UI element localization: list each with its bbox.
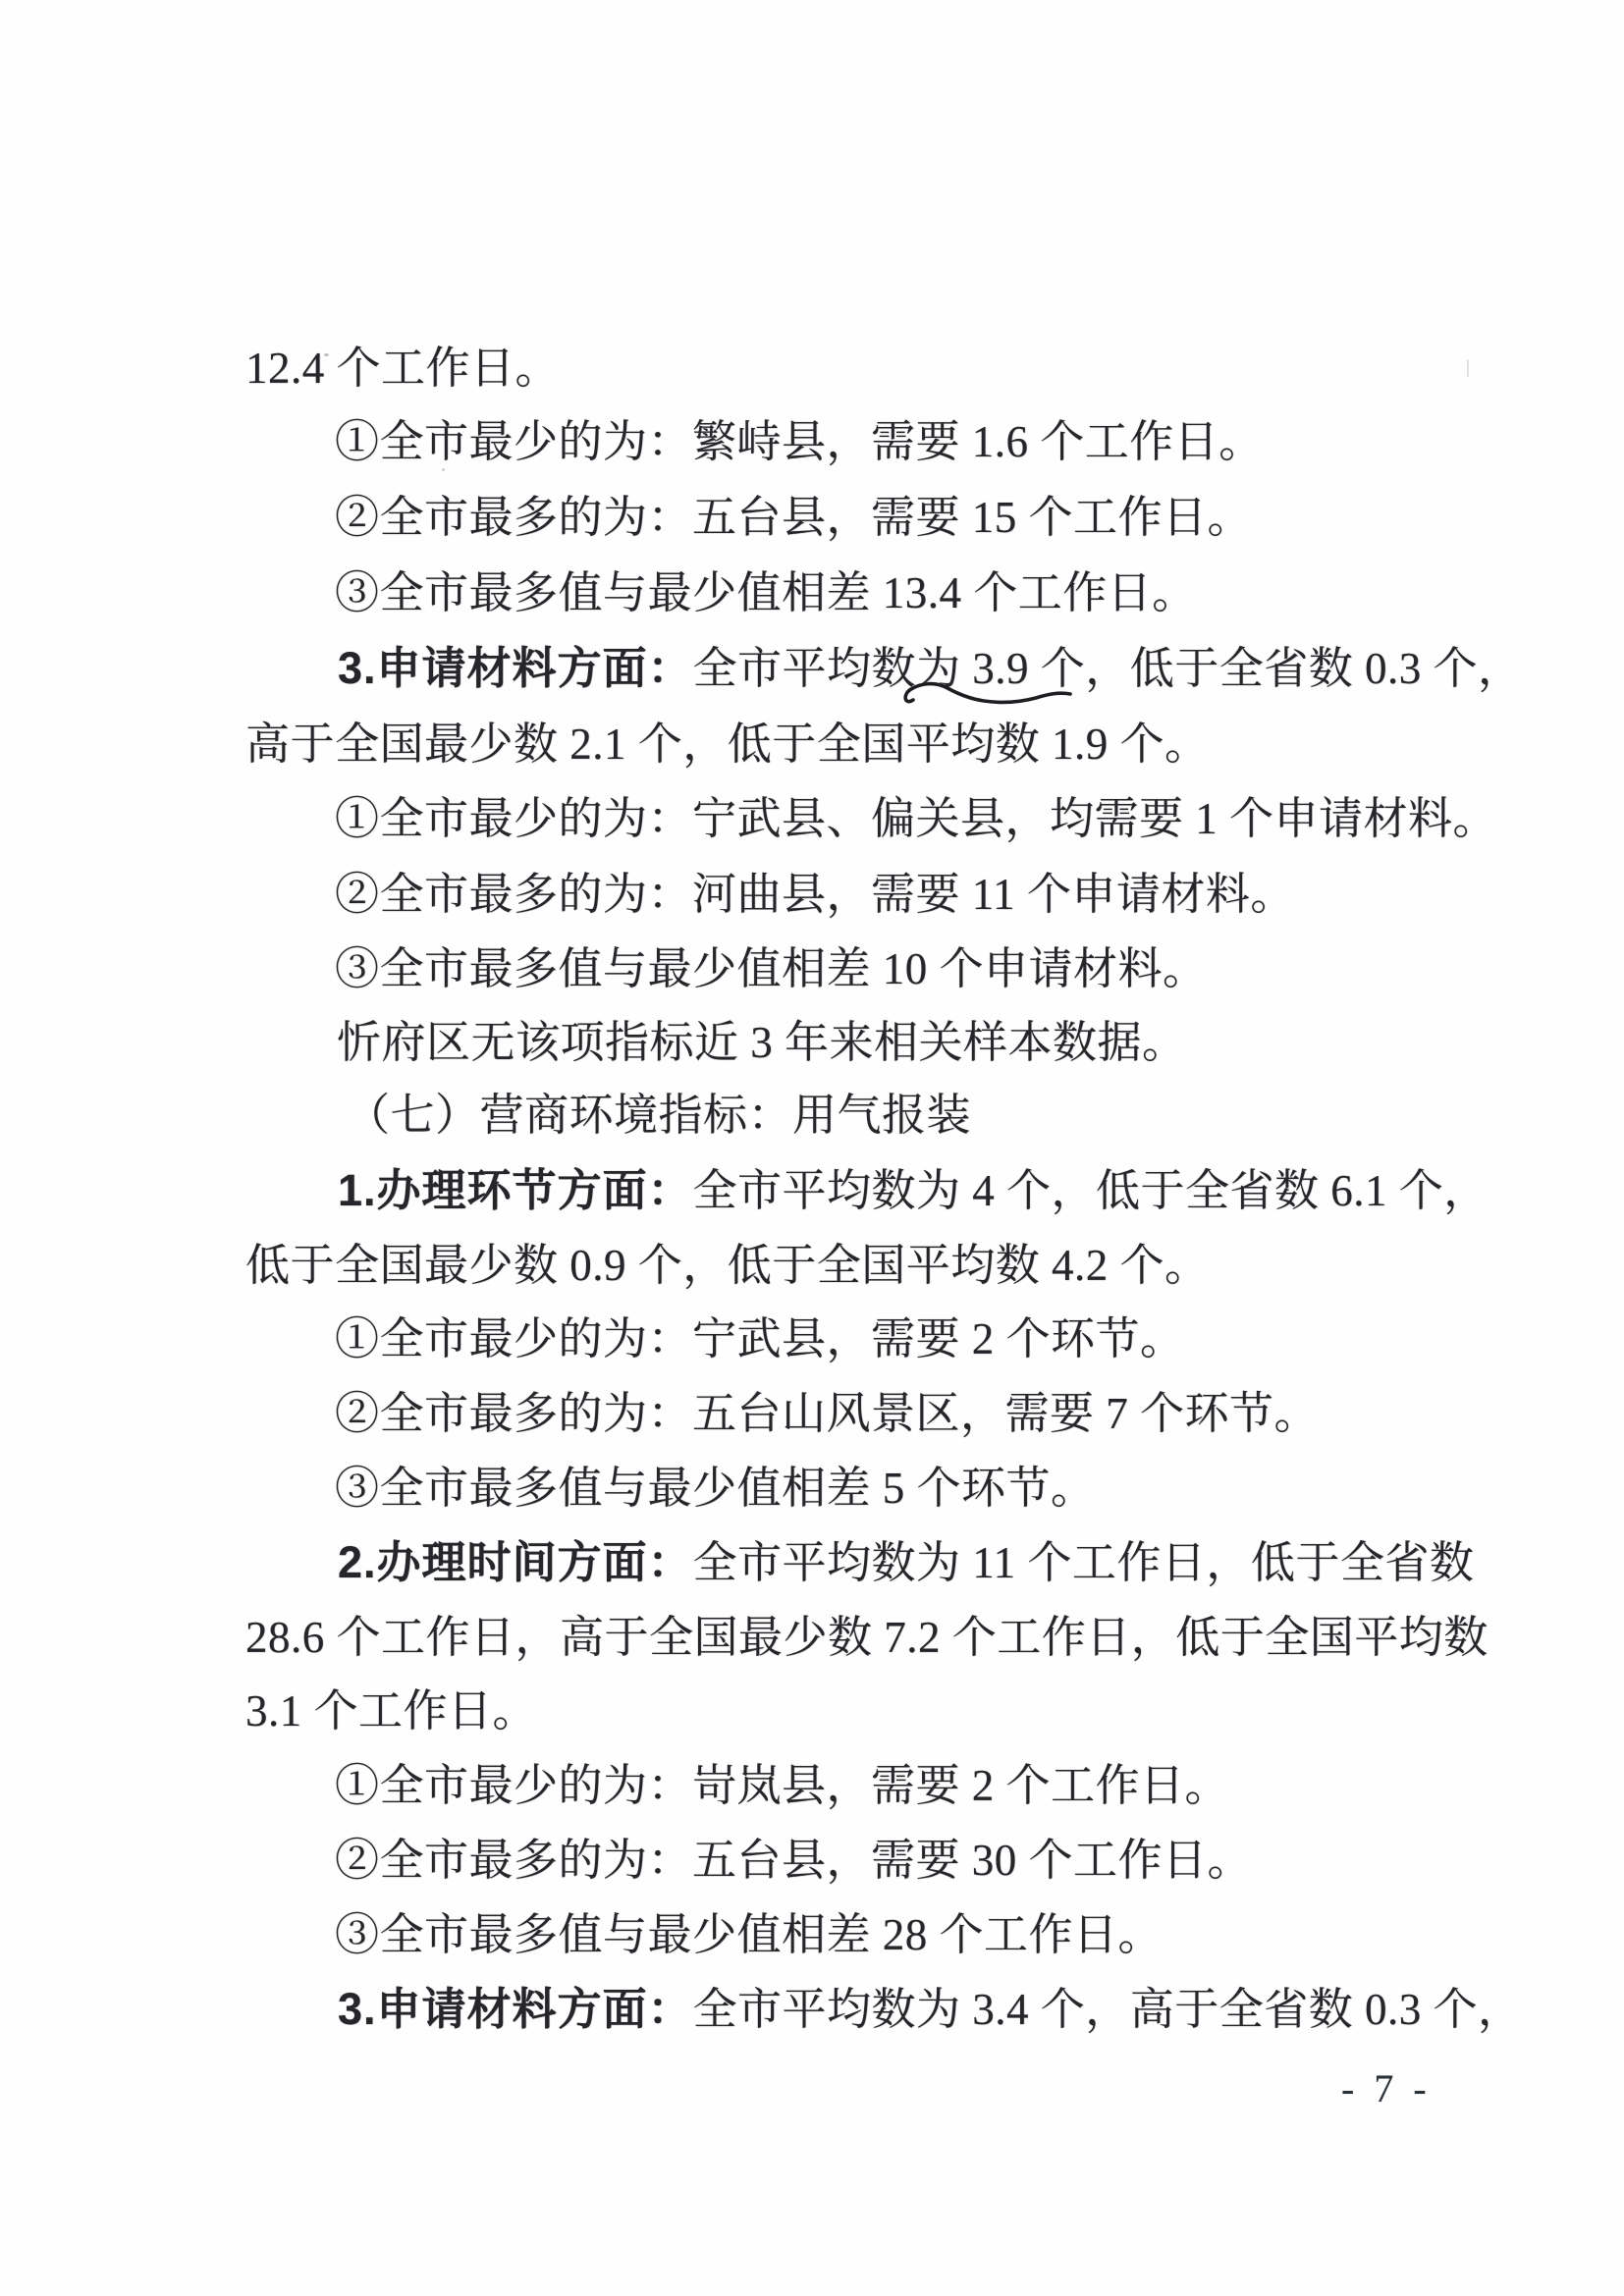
- text-line: [335, 492, 1252, 543]
- paragraph-label: 3.申请材料方面：: [338, 643, 693, 693]
- text-line: [338, 1165, 1489, 1216]
- text-line: [335, 1313, 1185, 1364]
- line-text: ①全市最少的为：繁峙县，需要 1.6 个工作日。: [335, 417, 1264, 466]
- text-line: [245, 1612, 1489, 1663]
- line-text: ③全市最多值与最少值相差 13.4 个工作日。: [335, 568, 1197, 617]
- text-line: [337, 1017, 1187, 1068]
- text-line: [335, 943, 1208, 994]
- text-line: [245, 719, 1210, 770]
- text-line: [245, 1685, 537, 1736]
- line-text: ①全市最少的为：宁武县、偏关县，均需要 1 个申请材料。: [335, 794, 1498, 843]
- page-number: - 7 -: [1341, 2066, 1432, 2110]
- text-line: [335, 1909, 1163, 1960]
- line-text: 全市平均数为 11 个工作日，低于全省数: [692, 1538, 1475, 1587]
- line-text: ③全市最多值与最少值相差 28 个工作日。: [335, 1910, 1164, 1959]
- wavy-underline-annotation: [901, 679, 1076, 709]
- line-text: （七）营商环境指标：用气报装: [346, 1091, 972, 1140]
- text-line: [335, 793, 1497, 844]
- line-text: 28.6 个工作日，高于全国最少数 7.2 个工作日，低于全国平均数: [245, 1613, 1489, 1662]
- line-text: 全市平均数为 3.9 个，低于全省数 0.3 个，: [692, 644, 1523, 693]
- paragraph-label: 1.办理环节方面：: [338, 1165, 693, 1215]
- text-line: [338, 1984, 1523, 2035]
- text-line: [335, 1463, 1096, 1514]
- line-text: 低于全国最少数 0.9 个，低于全国平均数 4.2 个。: [245, 1241, 1210, 1290]
- text-line: [335, 1388, 1319, 1439]
- text-line: [338, 1537, 1474, 1588]
- line-text: ③全市最多值与最少值相差 10 个申请材料。: [335, 944, 1208, 993]
- paragraph-label: 3.申请材料方面：: [338, 1984, 693, 2034]
- scan-speck: [324, 353, 329, 356]
- text-line: [245, 1240, 1210, 1291]
- text-line: [335, 567, 1197, 618]
- paragraph-label: 2.办理时间方面：: [338, 1537, 693, 1587]
- line-text: 忻府区无该项指标近 3 年来相关样本数据。: [337, 1018, 1187, 1067]
- line-text: 全市平均数为 4 个，低于全省数 6.1 个，: [692, 1166, 1489, 1215]
- section-heading: [346, 1090, 971, 1141]
- line-text: ①全市最少的为：岢岚县，需要 2 个工作日。: [335, 1761, 1230, 1810]
- line-text: 高于全国最少数 2.1 个，低于全国平均数 1.9 个。: [245, 720, 1210, 769]
- line-text: ②全市最多的为：五台县，需要 15 个工作日。: [335, 493, 1253, 542]
- scan-speck: [442, 468, 445, 471]
- line-text: ②全市最多的为：河曲县，需要 11 个申请材料。: [335, 870, 1295, 919]
- line-text: 3.1 个工作日。: [245, 1686, 538, 1735]
- text-line: [335, 869, 1295, 920]
- line-text: ②全市最多的为：五台山风景区，需要 7 个环节。: [335, 1389, 1320, 1438]
- line-text: ②全市最多的为：五台县，需要 30 个工作日。: [335, 1836, 1253, 1885]
- line-text: 12.4 个工作日。: [245, 344, 561, 393]
- scan-speck: [1467, 359, 1469, 377]
- text-line: [335, 416, 1264, 467]
- text-line: [335, 1835, 1252, 1886]
- line-text: ③全市最多值与最少值相差 5 个环节。: [335, 1464, 1096, 1513]
- text-line: [335, 1760, 1229, 1811]
- text-line: [245, 343, 560, 394]
- line-text: ①全市最少的为：宁武县，需要 2 个环节。: [335, 1314, 1185, 1363]
- line-text: 全市平均数为 3.4 个，高于全省数 0.3 个，: [692, 1985, 1523, 2034]
